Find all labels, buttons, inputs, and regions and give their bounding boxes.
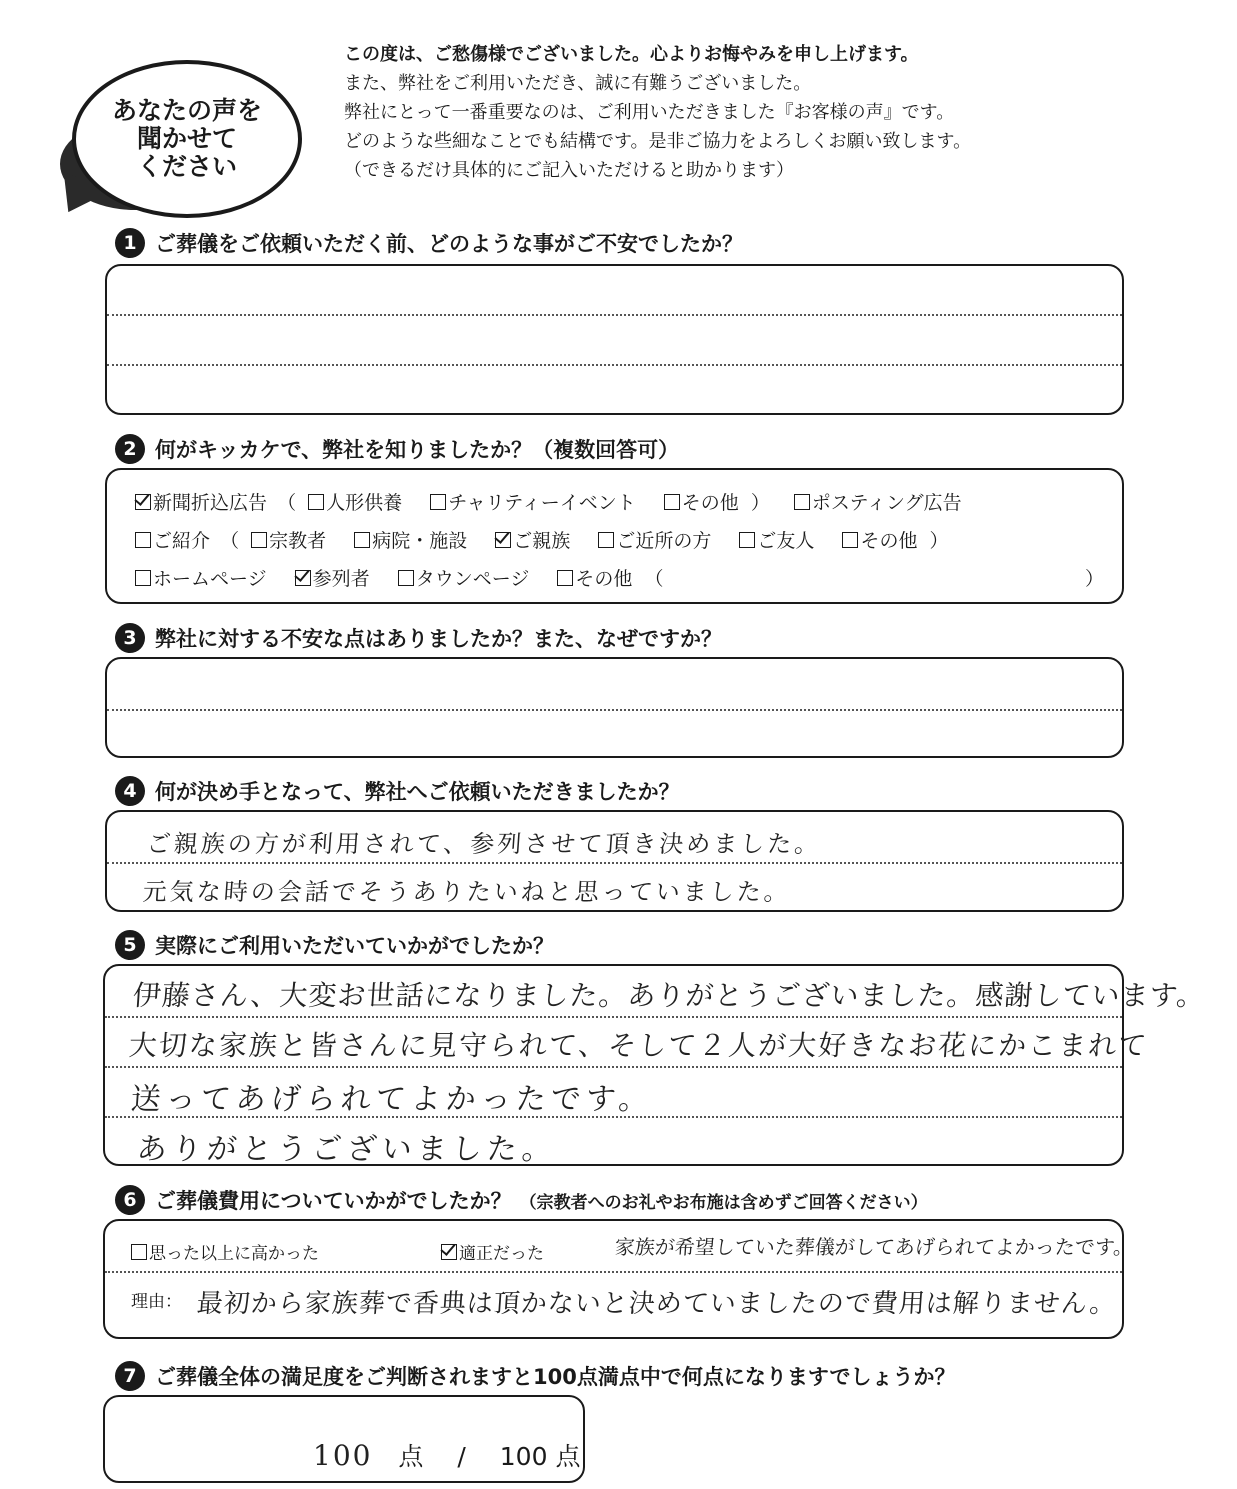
handwritten-line-3: 送ってあげられてよかったです。 <box>129 1082 655 1117</box>
question-7 <box>115 1361 955 1391</box>
handwritten-reason: 最初から家族葬で香典は頂かないと決めていましたので費用は解りません。 <box>195 1289 1118 1319</box>
score-line <box>313 1437 580 1473</box>
checkbox-checked[interactable] <box>135 494 151 510</box>
ruled-line <box>107 364 1122 366</box>
handwritten-line-1: ご親族の方が利用されて、参列させて頂き決めました。 <box>145 830 823 858</box>
question-6-note: （宗教者へのお礼やお布施は含めずご回答ください） <box>519 1192 928 1213</box>
checkbox[interactable] <box>430 494 446 510</box>
question-4-number: 4 <box>115 776 145 806</box>
score-max-unit: 点 <box>555 1442 581 1471</box>
checkbox[interactable] <box>354 532 370 548</box>
option-other[interactable]: その他 <box>557 564 632 591</box>
question-1 <box>115 228 743 258</box>
option-religious[interactable]: 宗教者 <box>251 526 326 553</box>
option-relatives[interactable]: ご親族 <box>495 526 570 553</box>
handwritten-line-4: ありがとうございました。 <box>135 1132 558 1167</box>
checkbox[interactable] <box>308 494 324 510</box>
ruled-line <box>107 862 1122 864</box>
intro-line-4: どのような些細なことでも結構です。是非ご協力をよろしくお願い致します。 <box>344 131 972 152</box>
intro-text <box>344 40 971 185</box>
option-referral[interactable]: ご紹介 <box>135 526 210 553</box>
bubble-line-2: 聞かせて <box>136 124 237 153</box>
checkbox[interactable] <box>794 494 810 510</box>
question-6-number: 6 <box>115 1185 145 1215</box>
other-paren-close: ） <box>1085 568 1105 590</box>
checkbox[interactable] <box>842 532 858 548</box>
checkbox[interactable] <box>135 532 151 548</box>
option-posting[interactable]: ポスティング広告 <box>794 488 962 515</box>
bubble-line-3: ください <box>136 152 237 181</box>
option-friends[interactable]: ご友人 <box>739 526 814 553</box>
checkbox-checked[interactable] <box>295 570 311 586</box>
option-other-ad[interactable]: その他 <box>664 488 739 515</box>
handwritten-line-1: 伊藤さん、大変お世話になりました。ありがとうございました。感謝しています。 <box>131 979 1207 1012</box>
answer-box-4[interactable] <box>105 810 1124 912</box>
question-6-text: ご葬儀費用についていかがでしたか？ <box>155 1189 512 1213</box>
checkbox[interactable] <box>398 570 414 586</box>
option-townpage[interactable]: タウンページ <box>398 564 530 591</box>
answer-box-5[interactable] <box>103 964 1207 1167</box>
handwritten-line-2: 大切な家族と皆さんに見守られて、そして２人が大好きなお花にかこまれて <box>127 1029 1150 1062</box>
score-max: 100 <box>499 1442 548 1471</box>
options-row-1: 新聞折込広告 （ 人形供養 チャリティーイベント その他 ） ポスティング広告 <box>135 488 984 515</box>
question-1-text: ご葬儀をご依頼いただく前、どのような事がご不安でしたか？ <box>155 232 743 256</box>
option-other-referral[interactable]: その他 <box>842 526 917 553</box>
ruled-line <box>105 1066 1122 1068</box>
checkbox-checked[interactable] <box>441 1244 457 1260</box>
ruled-line <box>107 709 1122 711</box>
option-attendee[interactable]: 参列者 <box>295 564 370 591</box>
handwritten-line-2: 元気な時の会話でそうありたいねと思っていました。 <box>141 878 792 906</box>
checkbox[interactable] <box>598 532 614 548</box>
option-homepage[interactable]: ホームページ <box>135 564 267 591</box>
bubble-line-1: あなたの声を <box>111 96 262 125</box>
score-slash: / <box>457 1442 466 1471</box>
checkbox[interactable] <box>664 494 680 510</box>
checkbox-checked[interactable] <box>495 532 511 548</box>
options-row-2: ご紹介 （ 宗教者 病院・施設 ご親族 ご近所の方 ご友人 その他 ） <box>135 526 967 553</box>
intro-line-1: この度は、ご愁傷様でございました。心よりお悔やみを申し上げます。 <box>344 44 919 65</box>
score-unit: 点 <box>398 1442 424 1471</box>
checkbox[interactable] <box>557 570 573 586</box>
question-2-number: 2 <box>115 434 145 464</box>
option-newspaper[interactable]: 新聞折込広告 <box>135 488 267 515</box>
handwritten-comment: 家族が希望していた葬儀がしてあげられてよかったです。 <box>614 1235 1135 1259</box>
ruled-line <box>105 1016 1122 1018</box>
question-5-number: 5 <box>115 930 145 960</box>
answer-box-1[interactable] <box>105 264 1124 415</box>
option-too-expensive[interactable]: 思った以上に高かった <box>131 1239 319 1264</box>
option-neighbors[interactable]: ご近所の方 <box>598 526 711 553</box>
intro-line-5: （できるだけ具体的にご記入いただけると助かります） <box>344 160 794 181</box>
question-3-number: 3 <box>115 623 145 653</box>
reason-label: 理由： <box>131 1292 182 1312</box>
question-3 <box>115 623 722 653</box>
answer-box-2 <box>105 468 1124 604</box>
question-5-text: 実際にご利用いただいていかがでしたか？ <box>155 934 554 958</box>
score-box[interactable] <box>103 1395 585 1483</box>
question-7-text: ご葬儀全体の満足度をご判断されますと100点満点中で何点になりますでしょうか？ <box>155 1365 956 1389</box>
question-4 <box>115 776 680 806</box>
ruled-line <box>105 1271 1122 1273</box>
intro-line-3: 弊社にとって一番重要なのは、ご利用いただきました『お客様の声』です。 <box>344 102 955 123</box>
option-doll-memorial[interactable]: 人形供養 <box>308 488 402 515</box>
question-7-number: 7 <box>115 1361 145 1391</box>
answer-box-6 <box>103 1219 1135 1339</box>
question-3-text: 弊社に対する不安な点はありましたか？また、なぜですか？ <box>155 627 722 651</box>
option-fair[interactable]: 適正だった <box>441 1239 544 1264</box>
option-charity-event[interactable]: チャリティーイベント <box>430 488 636 515</box>
title-bubble <box>72 60 302 218</box>
checkbox[interactable] <box>739 532 755 548</box>
options-row-3: ホームページ 参列者 タウンページ その他 （ <box>135 564 663 591</box>
checkbox[interactable] <box>251 532 267 548</box>
checkbox[interactable] <box>131 1244 147 1260</box>
handwritten-score: 100 <box>313 1439 373 1472</box>
question-2 <box>115 434 679 464</box>
intro-line-2: また、弊社をご利用いただき、誠に有難うございました。 <box>344 73 812 94</box>
answer-box-3[interactable] <box>105 657 1124 758</box>
question-5 <box>115 930 554 960</box>
question-2-text: 何がキッカケで、弊社を知りましたか？（複数回答可） <box>155 438 680 462</box>
option-hospital[interactable]: 病院・施設 <box>354 526 467 553</box>
question-6 <box>115 1185 928 1215</box>
ruled-line <box>107 314 1122 316</box>
question-1-number: 1 <box>115 228 145 258</box>
checkbox[interactable] <box>135 570 151 586</box>
question-4-text: 何が決め手となって、弊社へご依頼いただきましたか？ <box>155 780 680 804</box>
